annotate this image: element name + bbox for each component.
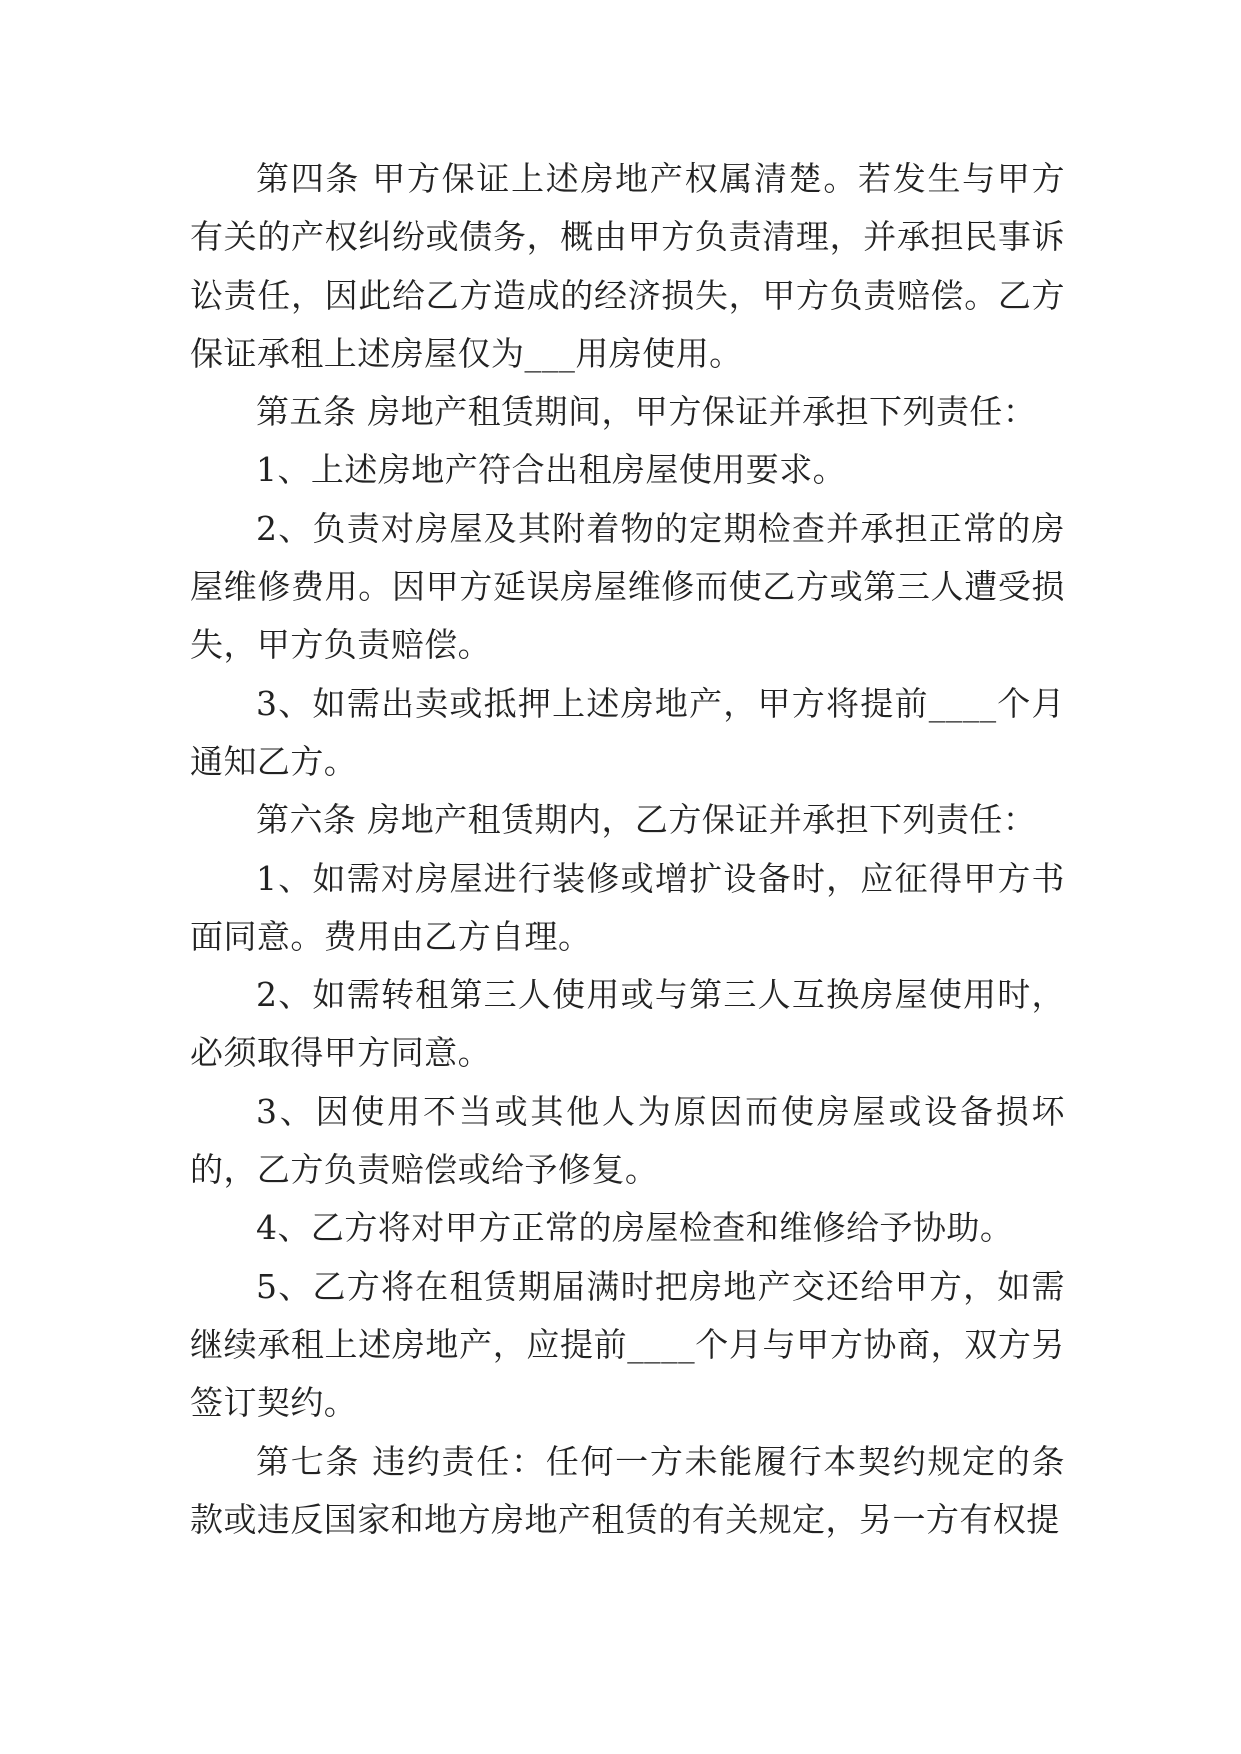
paragraph-article-7: 第七条 违约责任：任何一方未能履行本契约规定的条款或违反国家和地方房地产租赁的有关规定，另一方有权提 — [190, 1441, 1065, 1539]
paragraph-article-6-item-5: 5、乙方将在租赁期届满时把房地产交还给甲方，如需继续承租上述房地产，应提前____个月与甲方协商，双方另签订契约。 — [190, 1266, 1065, 1423]
paragraph-article-6-heading: 第六条 房地产租赁期内，乙方保证并承担下列责任： — [256, 800, 1037, 840]
document-body — [190, 150, 1065, 1549]
paragraph-article-5-item-3: 3、如需出卖或抵押上述房地产，甲方将提前____个月通知乙方。 — [190, 683, 1065, 781]
paragraph-article-5-item-2: 2、负责对房屋及其附着物的定期检查并承担正常的房屋维修费用。因甲方延误房屋维修而使乙方或第三人遭受损失，甲方负责赔偿。 — [190, 508, 1065, 665]
paragraph-article-6-item-4: 4、乙方将对甲方正常的房屋检查和维修给予协助。 — [256, 1208, 1014, 1248]
paragraph-article-6-item-2: 2、如需转租第三人使用或与第三人互换房屋使用时，必须取得甲方同意。 — [190, 975, 1065, 1073]
paragraph-article-4: 第四条 甲方保证上述房地产权属清楚。若发生与甲方有关的产权纠纷或债务，概由甲方负责清理，并承担民事诉讼责任，因此给乙方造成的经济损失，甲方负责赔偿。乙方保证承租上述房屋仅为___用房使用。 — [190, 159, 1065, 373]
paragraph-article-5-item-1: 1、上述房地产符合出租房屋使用要求。 — [256, 450, 847, 490]
paragraph-article-5-heading: 第五条 房地产租赁期间，甲方保证并承担下列责任： — [256, 392, 1037, 432]
paragraph-article-6-item-1: 1、如需对房屋进行装修或增扩设备时，应征得甲方书面同意。费用由乙方自理。 — [190, 858, 1065, 956]
paragraph-article-6-item-3: 3、因使用不当或其他人为原因而使房屋或设备损坏的，乙方负责赔偿或给予修复。 — [190, 1091, 1065, 1190]
